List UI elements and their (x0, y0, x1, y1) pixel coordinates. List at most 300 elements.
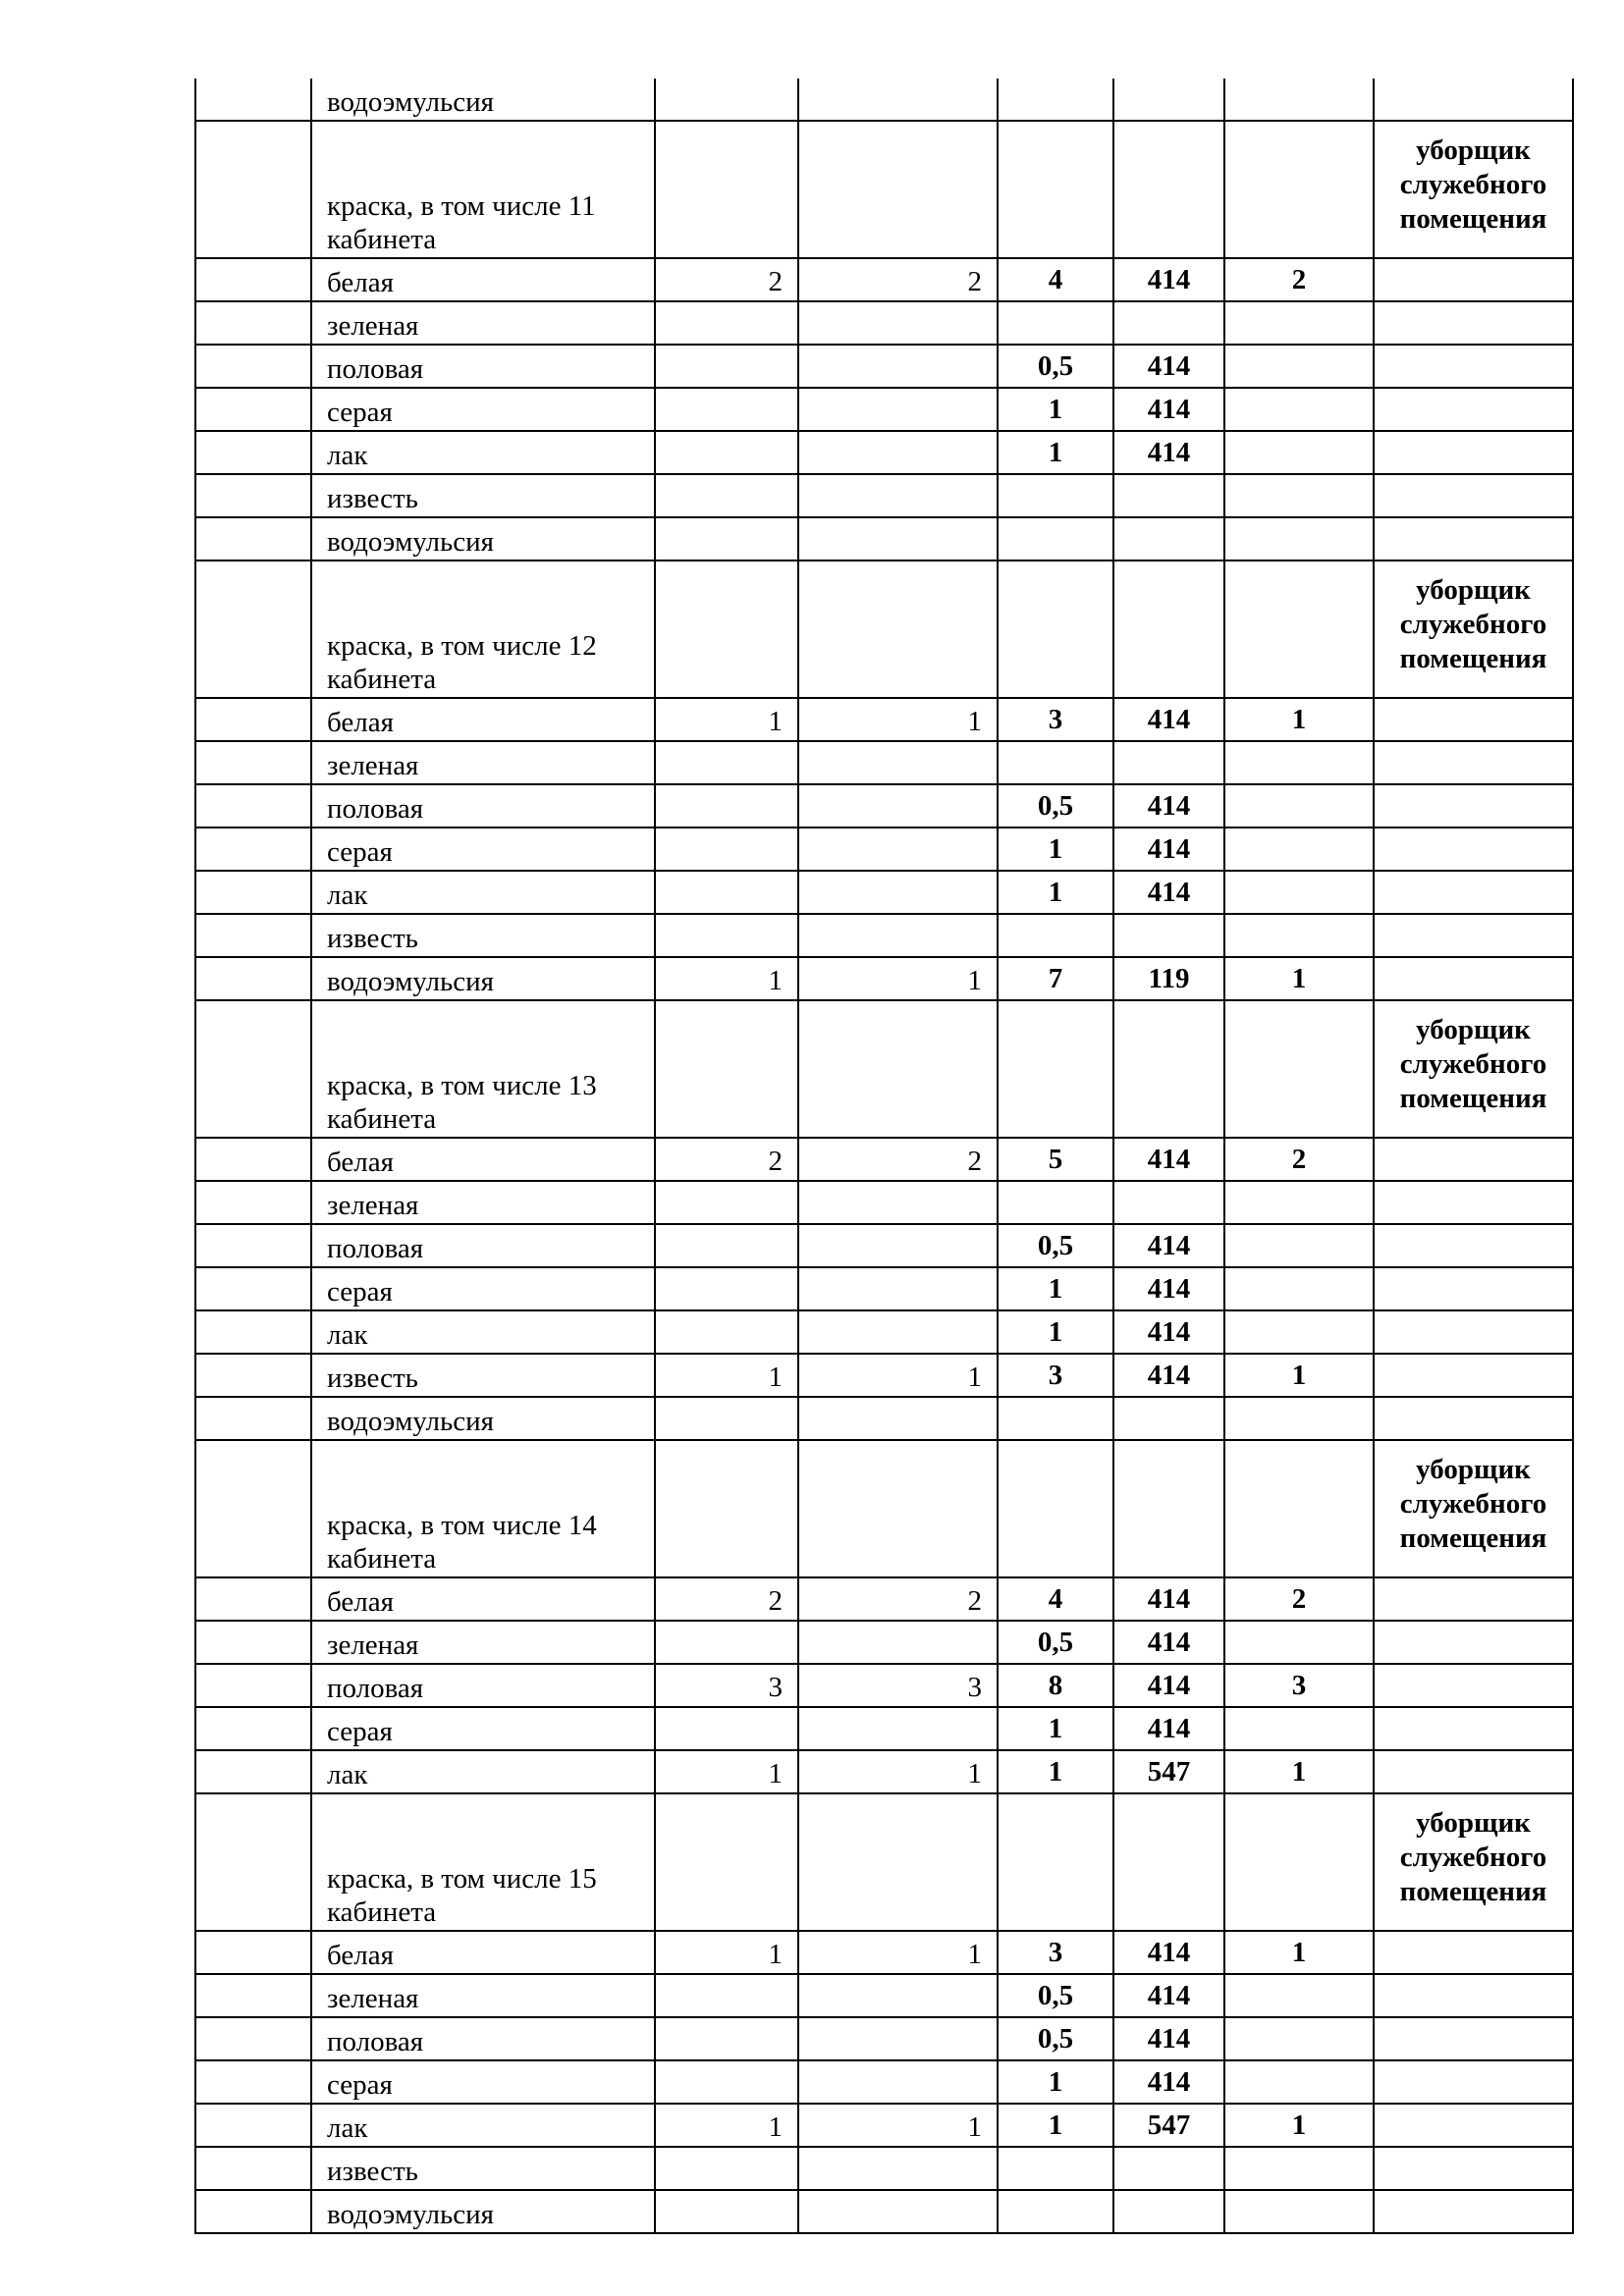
material-name-cell: зеленая (311, 1181, 655, 1224)
quantity-cell (998, 1793, 1113, 1931)
responsible-cell (1374, 871, 1573, 914)
table-row (195, 1664, 1573, 1707)
price-cell (1113, 2147, 1224, 2190)
price-cell: 414 (1113, 1707, 1224, 1750)
value-cell-4: 1 (798, 1750, 998, 1793)
quantity-cell (998, 2190, 1113, 2233)
section-header-row (195, 121, 1573, 258)
price-cell: 414 (1113, 828, 1224, 871)
material-name-cell: известь (311, 474, 655, 517)
price-cell: 414 (1113, 1310, 1224, 1354)
material-name-cell: белая (311, 1138, 655, 1181)
value-cell-3 (655, 2060, 798, 2104)
index-cell (195, 1181, 311, 1224)
table-row (195, 1974, 1573, 2017)
value-cell-4 (798, 914, 998, 957)
quantity-cell: 0,5 (998, 1974, 1113, 2017)
value-cell-4 (798, 1224, 998, 1267)
table-row (195, 828, 1573, 871)
material-name-cell: водоэмульсия (311, 2190, 655, 2233)
material-name-cell: половая (311, 345, 655, 388)
price-cell: 119 (1113, 957, 1224, 1000)
quantity-cell: 7 (998, 957, 1113, 1000)
material-name-cell: водоэмульсия (311, 79, 655, 121)
section-header-row (195, 1000, 1573, 1138)
count-cell (1224, 1224, 1374, 1267)
table-row (195, 871, 1573, 914)
price-cell: 547 (1113, 1750, 1224, 1793)
value-cell-3 (655, 1000, 798, 1138)
value-cell-3 (655, 1974, 798, 2017)
material-name-cell: лак (311, 871, 655, 914)
value-cell-4 (798, 345, 998, 388)
quantity-cell: 1 (998, 871, 1113, 914)
material-name-cell: краска, в том числе 14 кабинета (311, 1440, 655, 1577)
quantity-cell: 3 (998, 698, 1113, 741)
material-name-cell: белая (311, 698, 655, 741)
index-cell (195, 784, 311, 828)
table-row (195, 741, 1573, 784)
value-cell-3 (655, 431, 798, 474)
quantity-cell (998, 474, 1113, 517)
responsible-cell (1374, 1354, 1573, 1397)
count-cell (1224, 1440, 1374, 1577)
count-cell: 2 (1224, 1138, 1374, 1181)
material-name-cell: лак (311, 1310, 655, 1354)
price-cell: 414 (1113, 258, 1224, 301)
value-cell-4 (798, 388, 998, 431)
value-cell-3: 1 (655, 2104, 798, 2147)
material-name-cell: водоэмульсия (311, 957, 655, 1000)
table-row (195, 1310, 1573, 1354)
material-name-cell: половая (311, 1224, 655, 1267)
table-row (195, 258, 1573, 301)
index-cell (195, 1224, 311, 1267)
table-row (195, 1750, 1573, 1793)
value-cell-4 (798, 741, 998, 784)
count-cell (1224, 1621, 1374, 1664)
material-name-cell: зеленая (311, 301, 655, 345)
section-header-row (195, 1440, 1573, 1577)
value-cell-3 (655, 741, 798, 784)
value-cell-3: 1 (655, 957, 798, 1000)
count-cell (1224, 1181, 1374, 1224)
index-cell (195, 1440, 311, 1577)
value-cell-3 (655, 1707, 798, 1750)
quantity-cell: 0,5 (998, 1224, 1113, 1267)
count-cell (1224, 517, 1374, 561)
index-cell (195, 301, 311, 345)
value-cell-3: 1 (655, 1931, 798, 1974)
table-row (195, 1267, 1573, 1310)
quantity-cell: 0,5 (998, 784, 1113, 828)
table-row (195, 1577, 1573, 1621)
responsible-cell: уборщик служебного помещения (1374, 121, 1573, 258)
price-cell: 414 (1113, 1621, 1224, 1664)
material-name-cell: краска, в том числе 15 кабинета (311, 1793, 655, 1931)
count-cell (1224, 871, 1374, 914)
material-name-cell: лак (311, 1750, 655, 1793)
index-cell (195, 2190, 311, 2233)
value-cell-4 (798, 2017, 998, 2060)
index-cell (195, 474, 311, 517)
price-cell: 414 (1113, 1354, 1224, 1397)
value-cell-3: 2 (655, 1577, 798, 1621)
value-cell-3 (655, 828, 798, 871)
quantity-cell (998, 301, 1113, 345)
index-cell (195, 431, 311, 474)
material-name-cell: серая (311, 828, 655, 871)
value-cell-4 (798, 1310, 998, 1354)
value-cell-4 (798, 474, 998, 517)
value-cell-3 (655, 121, 798, 258)
price-cell (1113, 79, 1224, 121)
responsible-cell (1374, 828, 1573, 871)
count-cell: 1 (1224, 957, 1374, 1000)
responsible-cell (1374, 79, 1573, 121)
value-cell-3 (655, 345, 798, 388)
value-cell-4 (798, 1793, 998, 1931)
price-cell (1113, 121, 1224, 258)
count-cell (1224, 2060, 1374, 2104)
value-cell-3 (655, 2147, 798, 2190)
quantity-cell: 1 (998, 2060, 1113, 2104)
responsible-cell (1374, 388, 1573, 431)
price-cell (1113, 517, 1224, 561)
count-cell (1224, 1707, 1374, 1750)
value-cell-4: 1 (798, 957, 998, 1000)
quantity-cell: 0,5 (998, 1621, 1113, 1664)
material-name-cell: лак (311, 2104, 655, 2147)
materials-table (194, 79, 1574, 2234)
value-cell-4 (798, 2147, 998, 2190)
quantity-cell (998, 2147, 1113, 2190)
count-cell (1224, 388, 1374, 431)
count-cell (1224, 121, 1374, 258)
table-row (195, 914, 1573, 957)
index-cell (195, 1397, 311, 1440)
responsible-cell (1374, 1397, 1573, 1440)
count-cell: 2 (1224, 258, 1374, 301)
responsible-cell (1374, 1267, 1573, 1310)
value-cell-4 (798, 561, 998, 698)
value-cell-4 (798, 1440, 998, 1577)
responsible-cell (1374, 1621, 1573, 1664)
count-cell (1224, 828, 1374, 871)
index-cell (195, 1664, 311, 1707)
responsible-cell: уборщик служебного помещения (1374, 1000, 1573, 1138)
price-cell: 414 (1113, 2060, 1224, 2104)
value-cell-3 (655, 1621, 798, 1664)
responsible-cell (1374, 345, 1573, 388)
index-cell (195, 1974, 311, 2017)
count-cell (1224, 741, 1374, 784)
count-cell (1224, 474, 1374, 517)
responsible-cell (1374, 1664, 1573, 1707)
index-cell (195, 258, 311, 301)
table-row (195, 2017, 1573, 2060)
table-body (195, 79, 1573, 2233)
index-cell (195, 517, 311, 561)
material-name-cell: краска, в том числе 13 кабинета (311, 1000, 655, 1138)
value-cell-3 (655, 1397, 798, 1440)
responsible-cell: уборщик служебного помещения (1374, 1793, 1573, 1931)
value-cell-4: 1 (798, 1931, 998, 1974)
value-cell-4: 2 (798, 1138, 998, 1181)
count-cell (1224, 1267, 1374, 1310)
responsible-cell (1374, 517, 1573, 561)
responsible-cell: уборщик служебного помещения (1374, 561, 1573, 698)
material-name-cell: белая (311, 258, 655, 301)
value-cell-4 (798, 1181, 998, 1224)
price-cell: 547 (1113, 2104, 1224, 2147)
count-cell (1224, 914, 1374, 957)
responsible-cell (1374, 914, 1573, 957)
table-row (195, 1224, 1573, 1267)
value-cell-3: 2 (655, 1138, 798, 1181)
table-row (195, 1621, 1573, 1664)
index-cell (195, 828, 311, 871)
value-cell-3 (655, 301, 798, 345)
material-name-cell: известь (311, 914, 655, 957)
responsible-cell (1374, 1707, 1573, 1750)
count-cell (1224, 2147, 1374, 2190)
value-cell-3 (655, 871, 798, 914)
index-cell (195, 2147, 311, 2190)
table-row (195, 79, 1573, 121)
material-name-cell: половая (311, 784, 655, 828)
material-name-cell: серая (311, 388, 655, 431)
count-cell (1224, 2190, 1374, 2233)
count-cell: 1 (1224, 1931, 1374, 1974)
quantity-cell: 8 (998, 1664, 1113, 1707)
table-row (195, 431, 1573, 474)
quantity-cell (998, 1181, 1113, 1224)
quantity-cell: 1 (998, 828, 1113, 871)
index-cell (195, 1577, 311, 1621)
price-cell (1113, 1181, 1224, 1224)
material-name-cell: белая (311, 1577, 655, 1621)
value-cell-4 (798, 1974, 998, 2017)
quantity-cell (998, 121, 1113, 258)
material-name-cell: известь (311, 1354, 655, 1397)
value-cell-4 (798, 1267, 998, 1310)
index-cell (195, 345, 311, 388)
responsible-cell (1374, 957, 1573, 1000)
value-cell-3 (655, 1224, 798, 1267)
table-row (195, 957, 1573, 1000)
price-cell: 414 (1113, 1267, 1224, 1310)
price-cell: 414 (1113, 345, 1224, 388)
index-cell (195, 1267, 311, 1310)
quantity-cell: 0,5 (998, 2017, 1113, 2060)
index-cell (195, 1707, 311, 1750)
price-cell: 414 (1113, 2017, 1224, 2060)
quantity-cell (998, 1000, 1113, 1138)
table-row (195, 388, 1573, 431)
material-name-cell: водоэмульсия (311, 1397, 655, 1440)
table-row (195, 2104, 1573, 2147)
price-cell: 414 (1113, 698, 1224, 741)
price-cell: 414 (1113, 1577, 1224, 1621)
index-cell (195, 871, 311, 914)
value-cell-4: 1 (798, 1354, 998, 1397)
quantity-cell: 4 (998, 258, 1113, 301)
value-cell-4 (798, 301, 998, 345)
index-cell (195, 1310, 311, 1354)
value-cell-3: 1 (655, 1750, 798, 1793)
price-cell: 414 (1113, 1931, 1224, 1974)
value-cell-4 (798, 1397, 998, 1440)
value-cell-4: 2 (798, 1577, 998, 1621)
table-row (195, 1397, 1573, 1440)
value-cell-4: 3 (798, 1664, 998, 1707)
value-cell-3 (655, 1793, 798, 1931)
value-cell-3 (655, 1267, 798, 1310)
responsible-cell (1374, 2147, 1573, 2190)
count-cell: 1 (1224, 1750, 1374, 1793)
responsible-cell (1374, 258, 1573, 301)
responsible-cell (1374, 1224, 1573, 1267)
section-header-row (195, 561, 1573, 698)
index-cell (195, 1138, 311, 1181)
quantity-cell: 3 (998, 1354, 1113, 1397)
responsible-cell (1374, 741, 1573, 784)
responsible-cell (1374, 301, 1573, 345)
value-cell-4 (798, 2060, 998, 2104)
quantity-cell: 3 (998, 1931, 1113, 1974)
responsible-cell (1374, 698, 1573, 741)
material-name-cell: половая (311, 1664, 655, 1707)
responsible-cell (1374, 431, 1573, 474)
responsible-cell (1374, 1577, 1573, 1621)
table-row (195, 345, 1573, 388)
count-cell: 1 (1224, 698, 1374, 741)
value-cell-3: 1 (655, 1354, 798, 1397)
count-cell (1224, 2017, 1374, 2060)
material-name-cell: водоэмульсия (311, 517, 655, 561)
index-cell (195, 1621, 311, 1664)
price-cell (1113, 301, 1224, 345)
count-cell (1224, 1000, 1374, 1138)
table-row (195, 1354, 1573, 1397)
table-row (195, 698, 1573, 741)
responsible-cell (1374, 2104, 1573, 2147)
material-name-cell: краска, в том числе 11 кабинета (311, 121, 655, 258)
index-cell (195, 2017, 311, 2060)
responsible-cell: уборщик служебного помещения (1374, 1440, 1573, 1577)
material-name-cell: зеленая (311, 741, 655, 784)
quantity-cell: 1 (998, 2104, 1113, 2147)
price-cell (1113, 474, 1224, 517)
quantity-cell: 5 (998, 1138, 1113, 1181)
responsible-cell (1374, 784, 1573, 828)
count-cell (1224, 345, 1374, 388)
material-name-cell: известь (311, 2147, 655, 2190)
count-cell: 1 (1224, 1354, 1374, 1397)
value-cell-3 (655, 561, 798, 698)
responsible-cell (1374, 1931, 1573, 1974)
count-cell: 2 (1224, 1577, 1374, 1621)
value-cell-3 (655, 784, 798, 828)
quantity-cell (998, 1397, 1113, 1440)
responsible-cell (1374, 1974, 1573, 2017)
quantity-cell: 1 (998, 1707, 1113, 1750)
index-cell (195, 388, 311, 431)
value-cell-3 (655, 2017, 798, 2060)
count-cell (1224, 784, 1374, 828)
value-cell-4 (798, 1707, 998, 1750)
table-row (195, 1138, 1573, 1181)
section-header-row (195, 1793, 1573, 1931)
price-cell (1113, 2190, 1224, 2233)
value-cell-3 (655, 79, 798, 121)
quantity-cell: 1 (998, 388, 1113, 431)
value-cell-4 (798, 517, 998, 561)
value-cell-3 (655, 474, 798, 517)
responsible-cell (1374, 1310, 1573, 1354)
value-cell-4 (798, 121, 998, 258)
table-row (195, 784, 1573, 828)
count-cell (1224, 1397, 1374, 1440)
index-cell (195, 121, 311, 258)
value-cell-3 (655, 1440, 798, 1577)
quantity-cell (998, 79, 1113, 121)
value-cell-4 (798, 79, 998, 121)
material-name-cell: лак (311, 431, 655, 474)
responsible-cell (1374, 2190, 1573, 2233)
price-cell: 414 (1113, 784, 1224, 828)
price-cell (1113, 1000, 1224, 1138)
responsible-cell (1374, 2017, 1573, 2060)
index-cell (195, 1931, 311, 1974)
responsible-cell (1374, 474, 1573, 517)
price-cell: 414 (1113, 871, 1224, 914)
table-row (195, 1931, 1573, 1974)
price-cell: 414 (1113, 1974, 1224, 2017)
index-cell (195, 561, 311, 698)
value-cell-4 (798, 431, 998, 474)
price-cell (1113, 1440, 1224, 1577)
price-cell (1113, 741, 1224, 784)
table-row (195, 301, 1573, 345)
quantity-cell: 4 (998, 1577, 1113, 1621)
table-row (195, 2190, 1573, 2233)
index-cell (195, 1000, 311, 1138)
material-name-cell: серая (311, 1707, 655, 1750)
material-name-cell: краска, в том числе 12 кабинета (311, 561, 655, 698)
quantity-cell: 1 (998, 431, 1113, 474)
table-row (195, 474, 1573, 517)
price-cell (1113, 1793, 1224, 1931)
value-cell-4 (798, 871, 998, 914)
quantity-cell: 0,5 (998, 345, 1113, 388)
material-name-cell: белая (311, 1931, 655, 1974)
count-cell: 3 (1224, 1664, 1374, 1707)
value-cell-3: 3 (655, 1664, 798, 1707)
price-cell: 414 (1113, 388, 1224, 431)
material-name-cell: серая (311, 1267, 655, 1310)
quantity-cell: 1 (998, 1267, 1113, 1310)
value-cell-4: 2 (798, 258, 998, 301)
quantity-cell (998, 741, 1113, 784)
responsible-cell (1374, 1181, 1573, 1224)
responsible-cell (1374, 2060, 1573, 2104)
count-cell (1224, 79, 1374, 121)
count-cell (1224, 561, 1374, 698)
value-cell-3 (655, 2190, 798, 2233)
value-cell-3 (655, 388, 798, 431)
